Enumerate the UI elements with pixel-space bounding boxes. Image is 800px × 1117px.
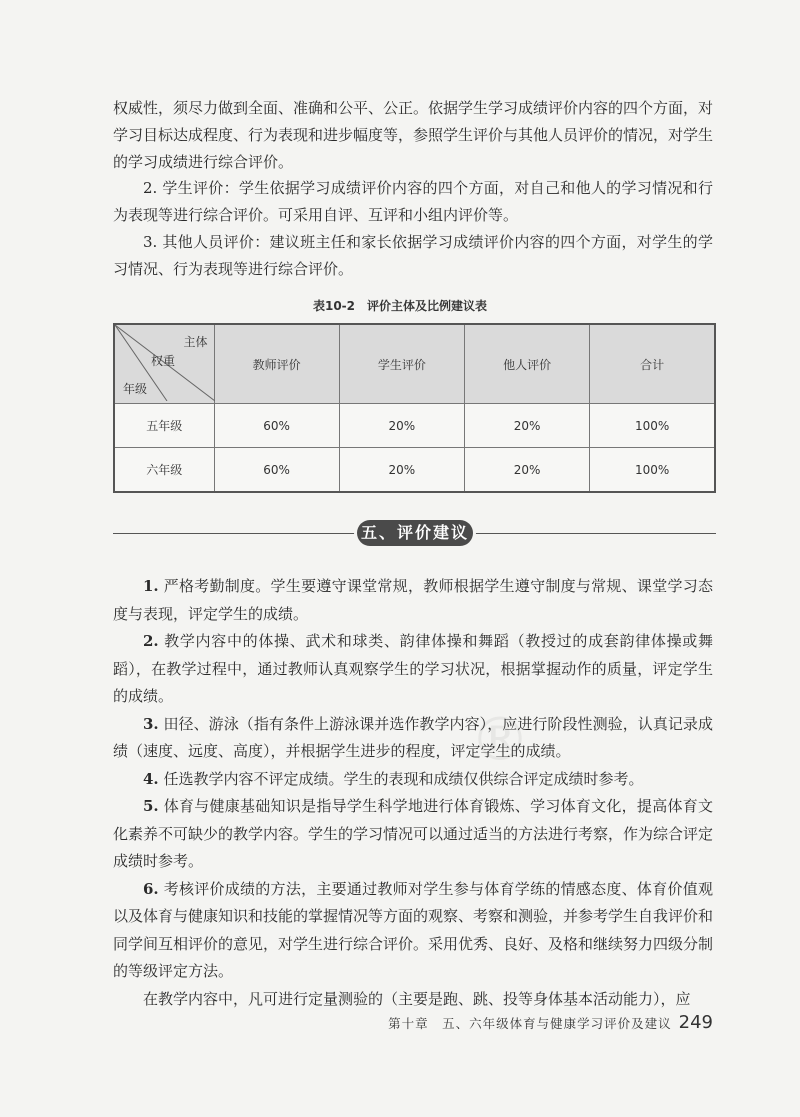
closing-paragraph: 在教学内容中，凡可进行定量测验的（主要是跑、跳、投等身体基本活动能力），应: [143, 989, 691, 1008]
page-footer: [388, 1012, 713, 1033]
list-item-number: 5.: [143, 797, 159, 815]
row-grade-label: 五年级: [114, 404, 214, 448]
table-row: [114, 404, 715, 448]
list-item-text: 任选教学内容不评定成绩。学生的表现和成绩仅供综合评定成绩时参考。: [158, 769, 644, 788]
list-item: [113, 711, 713, 766]
corner-label-grade: 年级: [123, 382, 148, 396]
list-item-number: 4.: [143, 769, 159, 788]
list-item: [113, 793, 713, 876]
table-cell: 20%: [465, 448, 590, 493]
list-item-text: 教学内容中的体操、武术和球类、韵律体操和舞蹈（教授过的成套韵律体操或舞蹈），在教学过程中，通过教师认真观察学生的学习状况，根据掌握动作的质量，评定学生的成绩。: [113, 632, 713, 705]
watermark-registered-icon: ®: [470, 705, 530, 775]
paragraph-others-evaluation: 3. 其他人员评价：建议班主任和家长依据学习成绩评价内容的四个方面，对学生的学习情况、行为表现等进行综合评价。: [113, 233, 713, 278]
list-item: [113, 876, 713, 986]
list-item: [113, 766, 713, 794]
column-header-teacher: 教师评价: [214, 324, 339, 404]
paragraph-student-evaluation: 2. 学生评价：学生依据学习成绩评价内容的四个方面，对自己和他人的学习情况和行为表现等进行综合评价。可采用自评、互评和小组内评价等。: [113, 179, 713, 224]
list-item-number: 6.: [143, 879, 159, 898]
table-cell: 60%: [214, 404, 339, 448]
table-cell: 100%: [590, 404, 715, 448]
table-cell: 100%: [590, 448, 715, 493]
list-item-text: 考核评价成绩的方法，主要通过教师对学生参与体育学练的情感态度、体育价值观以及体育与健康知识和技能的掌握情况等方面的观察、考察和测验，并参考学生自我评价和同学间互相评价的意见，对学生进行综合评价。采用优秀、良好、及格和继续努力四级分制的等级评定方法。: [113, 879, 714, 980]
table-caption: 表10-2 评价主体及比例建议表: [312, 299, 488, 313]
paragraph-teacher-evaluation: 权威性，须尽力做到全面、准确和公平、公正。依据学生学习成绩评价内容的四个方面，对学习目标达成程度、行为表现和进步幅度等，参照学生评价与其他人员评价的情况，对学生的学习成绩进行综合评价。: [113, 99, 714, 171]
list-item-text: 田径、游泳（指有条件上游泳课并选作教学内容），应进行阶段性测验，认真记录成绩（速度、远度、高度），并根据学生进步的程度，评定学生的成绩。: [113, 714, 713, 760]
list-item-number: 2.: [143, 632, 159, 650]
list-item-text: 严格考勤制度。学生要遵守课堂常规，教师根据学生遵守制度与常规、课堂学习态度与表现，评定学生的成绩。: [113, 577, 713, 623]
row-grade-label: 六年级: [114, 448, 214, 493]
list-item-number: 3.: [143, 714, 159, 733]
evaluation-weight-table: [113, 323, 716, 493]
table-header-row: [114, 324, 715, 404]
table-cell: 20%: [465, 404, 590, 448]
footer-chapter-title: 第十章 五、六年级体育与健康学习评价及建议: [388, 1016, 672, 1031]
column-header-student: 学生评价: [339, 324, 464, 404]
suggestion-list: [113, 573, 713, 1013]
page-number: 249: [678, 1012, 713, 1033]
table-row: [114, 448, 715, 493]
corner-label-subject: 主体: [183, 335, 208, 349]
list-item: [113, 573, 713, 628]
table-cell: 20%: [339, 448, 464, 493]
table-corner-cell: [114, 324, 214, 404]
column-header-others: 他人评价: [465, 324, 590, 404]
list-item-text: 体育与健康基础知识是指导学生科学地进行体育锻炼、学习体育文化，提高体育文化素养不可缺少的教学内容。学生的学习情况可以通过适当的方法进行考察，作为综合评定成绩时参考。: [113, 797, 714, 870]
table-cell: 60%: [214, 448, 339, 493]
section-title: 五、评价建议: [357, 520, 473, 546]
table-cell: 20%: [339, 404, 464, 448]
corner-label-weight: 权重: [151, 354, 176, 368]
section-header: [113, 519, 716, 549]
list-item-number: 1.: [143, 577, 159, 595]
column-header-total: 合计: [590, 324, 715, 404]
list-item: [113, 628, 713, 711]
